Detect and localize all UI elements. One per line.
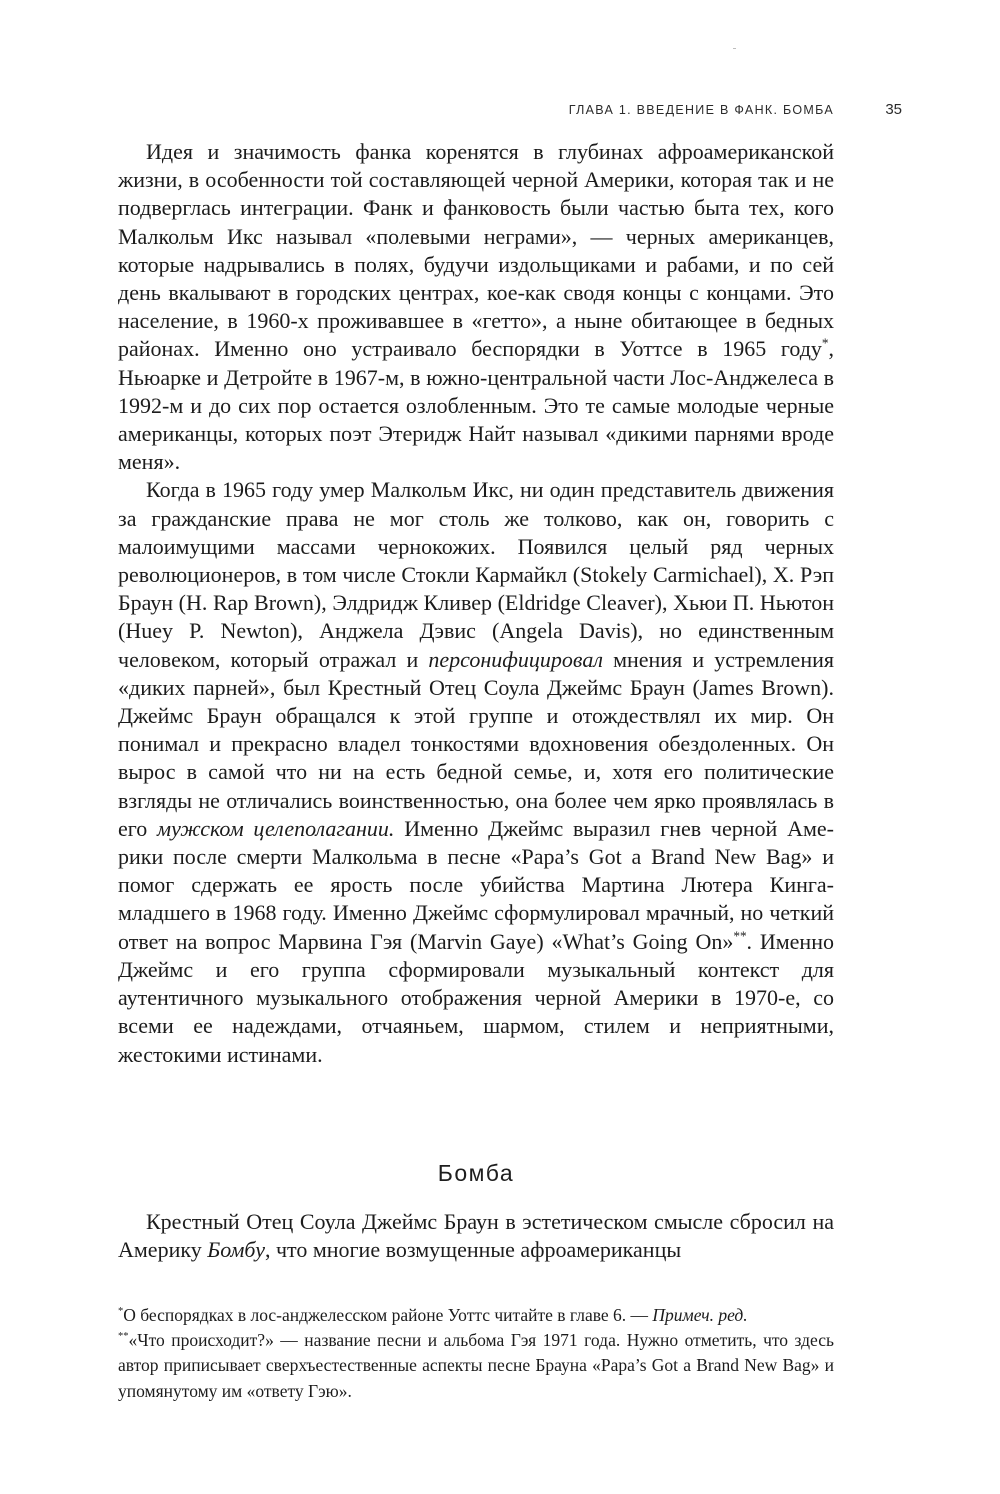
section-text	[118, 1208, 834, 1264]
footnote-ref: **	[733, 928, 747, 944]
footnote-text: О беспорядках в лос-анджелесском районе Уоттс читайте в главе 6. —	[123, 1305, 653, 1325]
paragraph	[118, 476, 834, 1068]
page-header	[118, 101, 902, 125]
page-number: 35	[885, 101, 902, 118]
text-run: Когда в 1965 году умер Малкольм Икс, ни один представитель движения за гражданские права не мог столь же толково, как он, говорить с малоимущими массами чернокожих. Появился целый ряд черных революционеров, в том числе Стокли Кармайкл (Stokely Carmichael), Х. Рэп Браун (H. Rap Brown), Элдридж Кливер (Eldridge Cleaver), Хьюи П. Ньютон (Huey P. Newton), Анджела Дэвис (Angela Davis), но единственным человеком, который отражал и	[118, 477, 834, 672]
footnote	[118, 1303, 834, 1328]
running-head: ГЛАВА 1. ВВЕДЕНИЕ В ФАНК. БОМБА	[568, 103, 834, 117]
italic-run: мужском целеполагании.	[157, 815, 395, 841]
main-text	[118, 138, 834, 1069]
paragraph	[118, 138, 834, 476]
footnote-divider	[118, 1296, 834, 1297]
footnote-mark: *	[118, 1306, 124, 1318]
text-run: , что многие возмущенные афроамериканцы	[264, 1237, 682, 1263]
footnote	[118, 1328, 834, 1404]
footnotes	[118, 1303, 834, 1404]
text-run: Крестный Отец Соула Джеймс Браун в эстетическом смысле сбросил на Америку	[118, 1209, 834, 1263]
footnote-italic: Примеч. ред.	[652, 1305, 748, 1325]
text-run: . Именно Джеймс и его группа сформировали музыкальный контекст для аутентичного музыкального отображения черной Америки в 1970-е, со всеми ее надеждами, отчаяньем, шармом, стилем и неприятными, жестокими истинами.	[118, 928, 834, 1067]
text-run: Именно Джеймс выразил гнев черной Америки после смерти Малкольма в песне «Papa’s Got a Brand New Bag» и помог сдержать ее ярость после убийства Мартина Лютера Кинга-младшего в 1968 году. Именно Джеймс сформулировал мрачный, но четкий ответ на вопрос Марвина Гэя (Marvin Gaye) «What’s Going On»	[118, 815, 834, 954]
text-run: , Ньюарке и Детройте в 1967-м, в южно-центральной части Лос-Анджелеса в 1992-м и до сих пор остается озлобленным. Это те самые молодые черные американцы, которых поэт Этеридж Найт называл «дикими парнями вроде меня».	[118, 336, 834, 475]
italic-run: Бомбу	[207, 1237, 265, 1263]
text-run: Идея и значимость фанка коренятся в глубинах афроамериканской жизни, в особенности той составляющей черной Америки, которая так и не подверглась интеграции. Фанк и фанковость были частью быта тех, кого Малкольм Икс называл «полевыми неграми», — черных американцев, которые надрывались в полях, будучи издольщиками и рабами, и по сей день вкалывают в городских центрах, кое-как сводя концы с концами. Это население, в 1960-х проживавшее в «гетто», а ныне обитающее в бедных районах. Именно оно устраивало беспорядки в Уоттсе в 1965 году	[118, 139, 834, 362]
footnote-mark: **	[118, 1331, 129, 1343]
footnote-text: «Что происходит?» — название песни и альбома Гэя 1971 года. Нужно отметить, что здесь автор приписывает сверхъестественные аспекты песне Брауна «Papa’s Got a Brand New Bag» и упомянутому им «ответу Гэю».	[118, 1330, 834, 1401]
scan-speck	[733, 48, 736, 49]
footnote-ref: *	[821, 336, 829, 352]
paragraph	[118, 1208, 834, 1264]
section-title: Бомба	[437, 1160, 515, 1186]
text-run: мнения и устремления «диких парней», был Крестный Отец Соула Джеймс Браун (James Brown). Джеймс Браун обращался к этой группе и отождествлял их мир. Он понимал и прекрасно владел тонкостями вдохновения обездоленных. Он вырос в самой что ни на есть бедной семье, и, хотя его политические взгляды не отличались воинственностью, она более чем ярко проявлялась в его	[118, 646, 834, 841]
italic-run: персонифицировал	[428, 646, 603, 672]
